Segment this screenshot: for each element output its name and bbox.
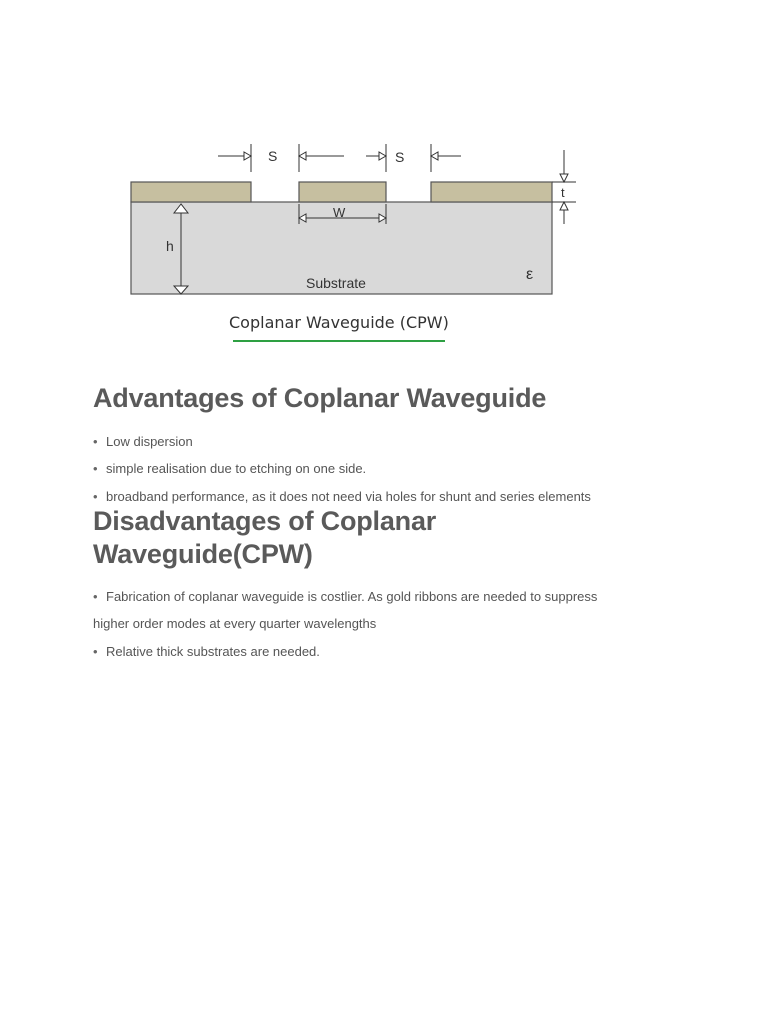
label-epsilon: ε [526, 266, 534, 283]
dimension-s-right [366, 144, 461, 172]
advantage-item [93, 489, 591, 505]
advantage-text: simple realisation due to etching on one side. [106, 461, 367, 476]
label-w: W [333, 205, 346, 220]
advantages-heading: Advantages of Coplanar Waveguide [93, 383, 547, 413]
advantage-text: broadband performance, as it does not need via holes for shunt and series elements [106, 489, 591, 504]
figure-caption: Coplanar Waveguide (CPW) [229, 313, 449, 332]
label-s-right: S [395, 149, 405, 165]
bullet-icon: • [93, 589, 98, 604]
label-h: h [166, 238, 174, 254]
signal-conductor [299, 182, 386, 202]
label-t: t [561, 185, 565, 200]
bullet-icon: • [93, 489, 98, 504]
advantage-item [93, 434, 193, 450]
disadvantage-item [93, 644, 320, 660]
label-substrate: Substrate [306, 275, 366, 291]
cpw-cross-section [0, 0, 768, 360]
ground-conductor-left [131, 182, 251, 202]
cpw-diagram [0, 0, 768, 360]
bullet-icon: • [93, 461, 98, 476]
ground-conductor-right [431, 182, 552, 202]
disadvantage-text: Relative thick substrates are needed. [106, 644, 320, 659]
advantage-item [93, 461, 366, 477]
bullet-icon: • [93, 434, 98, 449]
label-s-left: S [268, 148, 278, 164]
bullet-icon: • [93, 644, 98, 659]
disadvantages-heading: Disadvantages of Coplanar Waveguide(CPW) [93, 506, 437, 569]
disadvantage-text: Fabrication of coplanar waveguide is costlier. As gold ribbons are needed to suppress [106, 589, 598, 604]
disadvantage-item-continuation: higher order modes at every quarter wavelengths [93, 616, 377, 631]
disadvantage-item [93, 589, 597, 605]
advantage-text: Low dispersion [106, 434, 193, 449]
dimension-s-left [218, 144, 344, 172]
